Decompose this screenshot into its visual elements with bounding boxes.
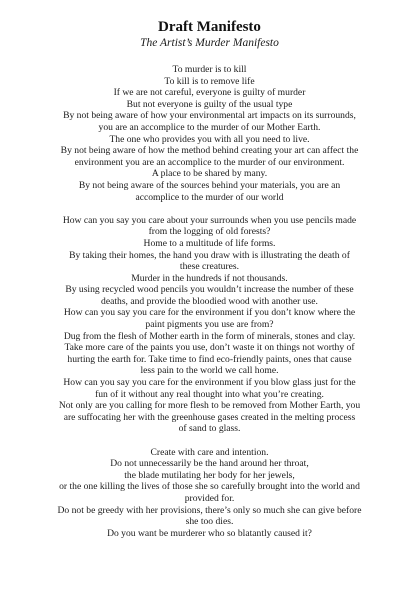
text-line: Do you want be murderer who so blatantly caused it? <box>107 527 312 539</box>
text-line: A place to be shared by many. <box>151 168 268 180</box>
text-line: By taking their homes, the hand you draw with is illustrating the death of <box>69 249 350 261</box>
text-line: By not being aware of how the method behind creating your art can affect the <box>60 145 359 157</box>
text-line: Home to a multitude of life forms. <box>143 237 276 249</box>
text-line: you are an accomplice to the murder of our Mother Earth. <box>98 121 321 133</box>
text-line: environment you are an accomplice to the murder of our environment. <box>74 156 345 168</box>
text-line: But not everyone is guilty of the usual type <box>126 98 293 110</box>
text-line: Do not unnecessarily be the hand around her throat, <box>110 458 309 470</box>
text-line: the blade mutilating her body for her jewels, <box>124 469 295 481</box>
document-subtitle: The Artist’s Murder Manifesto <box>140 37 279 49</box>
text-line: Take more care of the paints you use, don’t waste it on things not worthy of <box>64 342 355 354</box>
text-line: Not only are you calling for more flesh to be removed from Mother Earth, you <box>58 400 361 412</box>
text-line: By not being aware of how your environmental art impacts on its surrounds, <box>63 110 356 122</box>
text-line: hurting the earth for. Take time to find eco-friendly paints, ones that cause <box>67 353 352 365</box>
text-line: Dug from the flesh of Mother earth in the form of minerals, stones and clay. <box>63 330 356 342</box>
text-line: To murder is to kill <box>172 64 247 75</box>
document-body <box>4 64 415 539</box>
text-line: she too dies. <box>185 516 234 528</box>
text-line: accomplice to the murder of our world <box>135 191 284 203</box>
text-line: By not being aware of the sources behind your materials, you are an <box>78 179 341 191</box>
text-line: deaths, and provide the bloodied wood with another use. <box>101 295 318 307</box>
text-line: To kill is to remove life <box>164 75 255 87</box>
paragraph <box>4 447 415 540</box>
text-line: are suffocating her with the greenhouse gases created in the melting process <box>63 411 356 423</box>
text-line: By using recycled wood pencils you wouldn’t increase the number of these <box>65 284 354 296</box>
text-line: of sand to glass. <box>178 423 241 435</box>
text-line: provided for. <box>184 492 235 504</box>
paragraph-gap <box>4 203 415 215</box>
text-line: The one who provides you with all you need to live. <box>109 133 310 145</box>
text-line: Murder in the hundreds if not thousands. <box>131 272 288 284</box>
document-title: Draft Manifesto <box>158 19 261 35</box>
text-line: less pain to the world we call home. <box>140 365 279 377</box>
text-line: If we are not careful, everyone is guilty of murder <box>113 87 306 99</box>
text-line: these creatures. <box>179 261 240 273</box>
text-line: How can you say you care for the environment if you don’t know where the <box>63 307 356 319</box>
text-line: paint pigments you use are from? <box>145 319 274 331</box>
text-line: Create with care and intention. <box>150 446 269 458</box>
text-line: How can you say you care for the environment if you blow glass just for the <box>63 377 356 389</box>
text-line: fun of it without any real thought into what you’re creating. <box>95 388 324 400</box>
paragraph <box>4 215 415 435</box>
text-line: Do not be greedy with her provisions, there’s only so much she can give before <box>57 504 362 516</box>
text-line: from the logging of old forests? <box>148 226 271 238</box>
paragraph <box>4 64 415 203</box>
paragraph-gap <box>4 435 415 447</box>
text-line: or the one killing the lives of those she so carefully brought into the world and <box>59 481 360 493</box>
text-line: How can you say you care about your surrounds when you use pencils made <box>62 214 357 226</box>
